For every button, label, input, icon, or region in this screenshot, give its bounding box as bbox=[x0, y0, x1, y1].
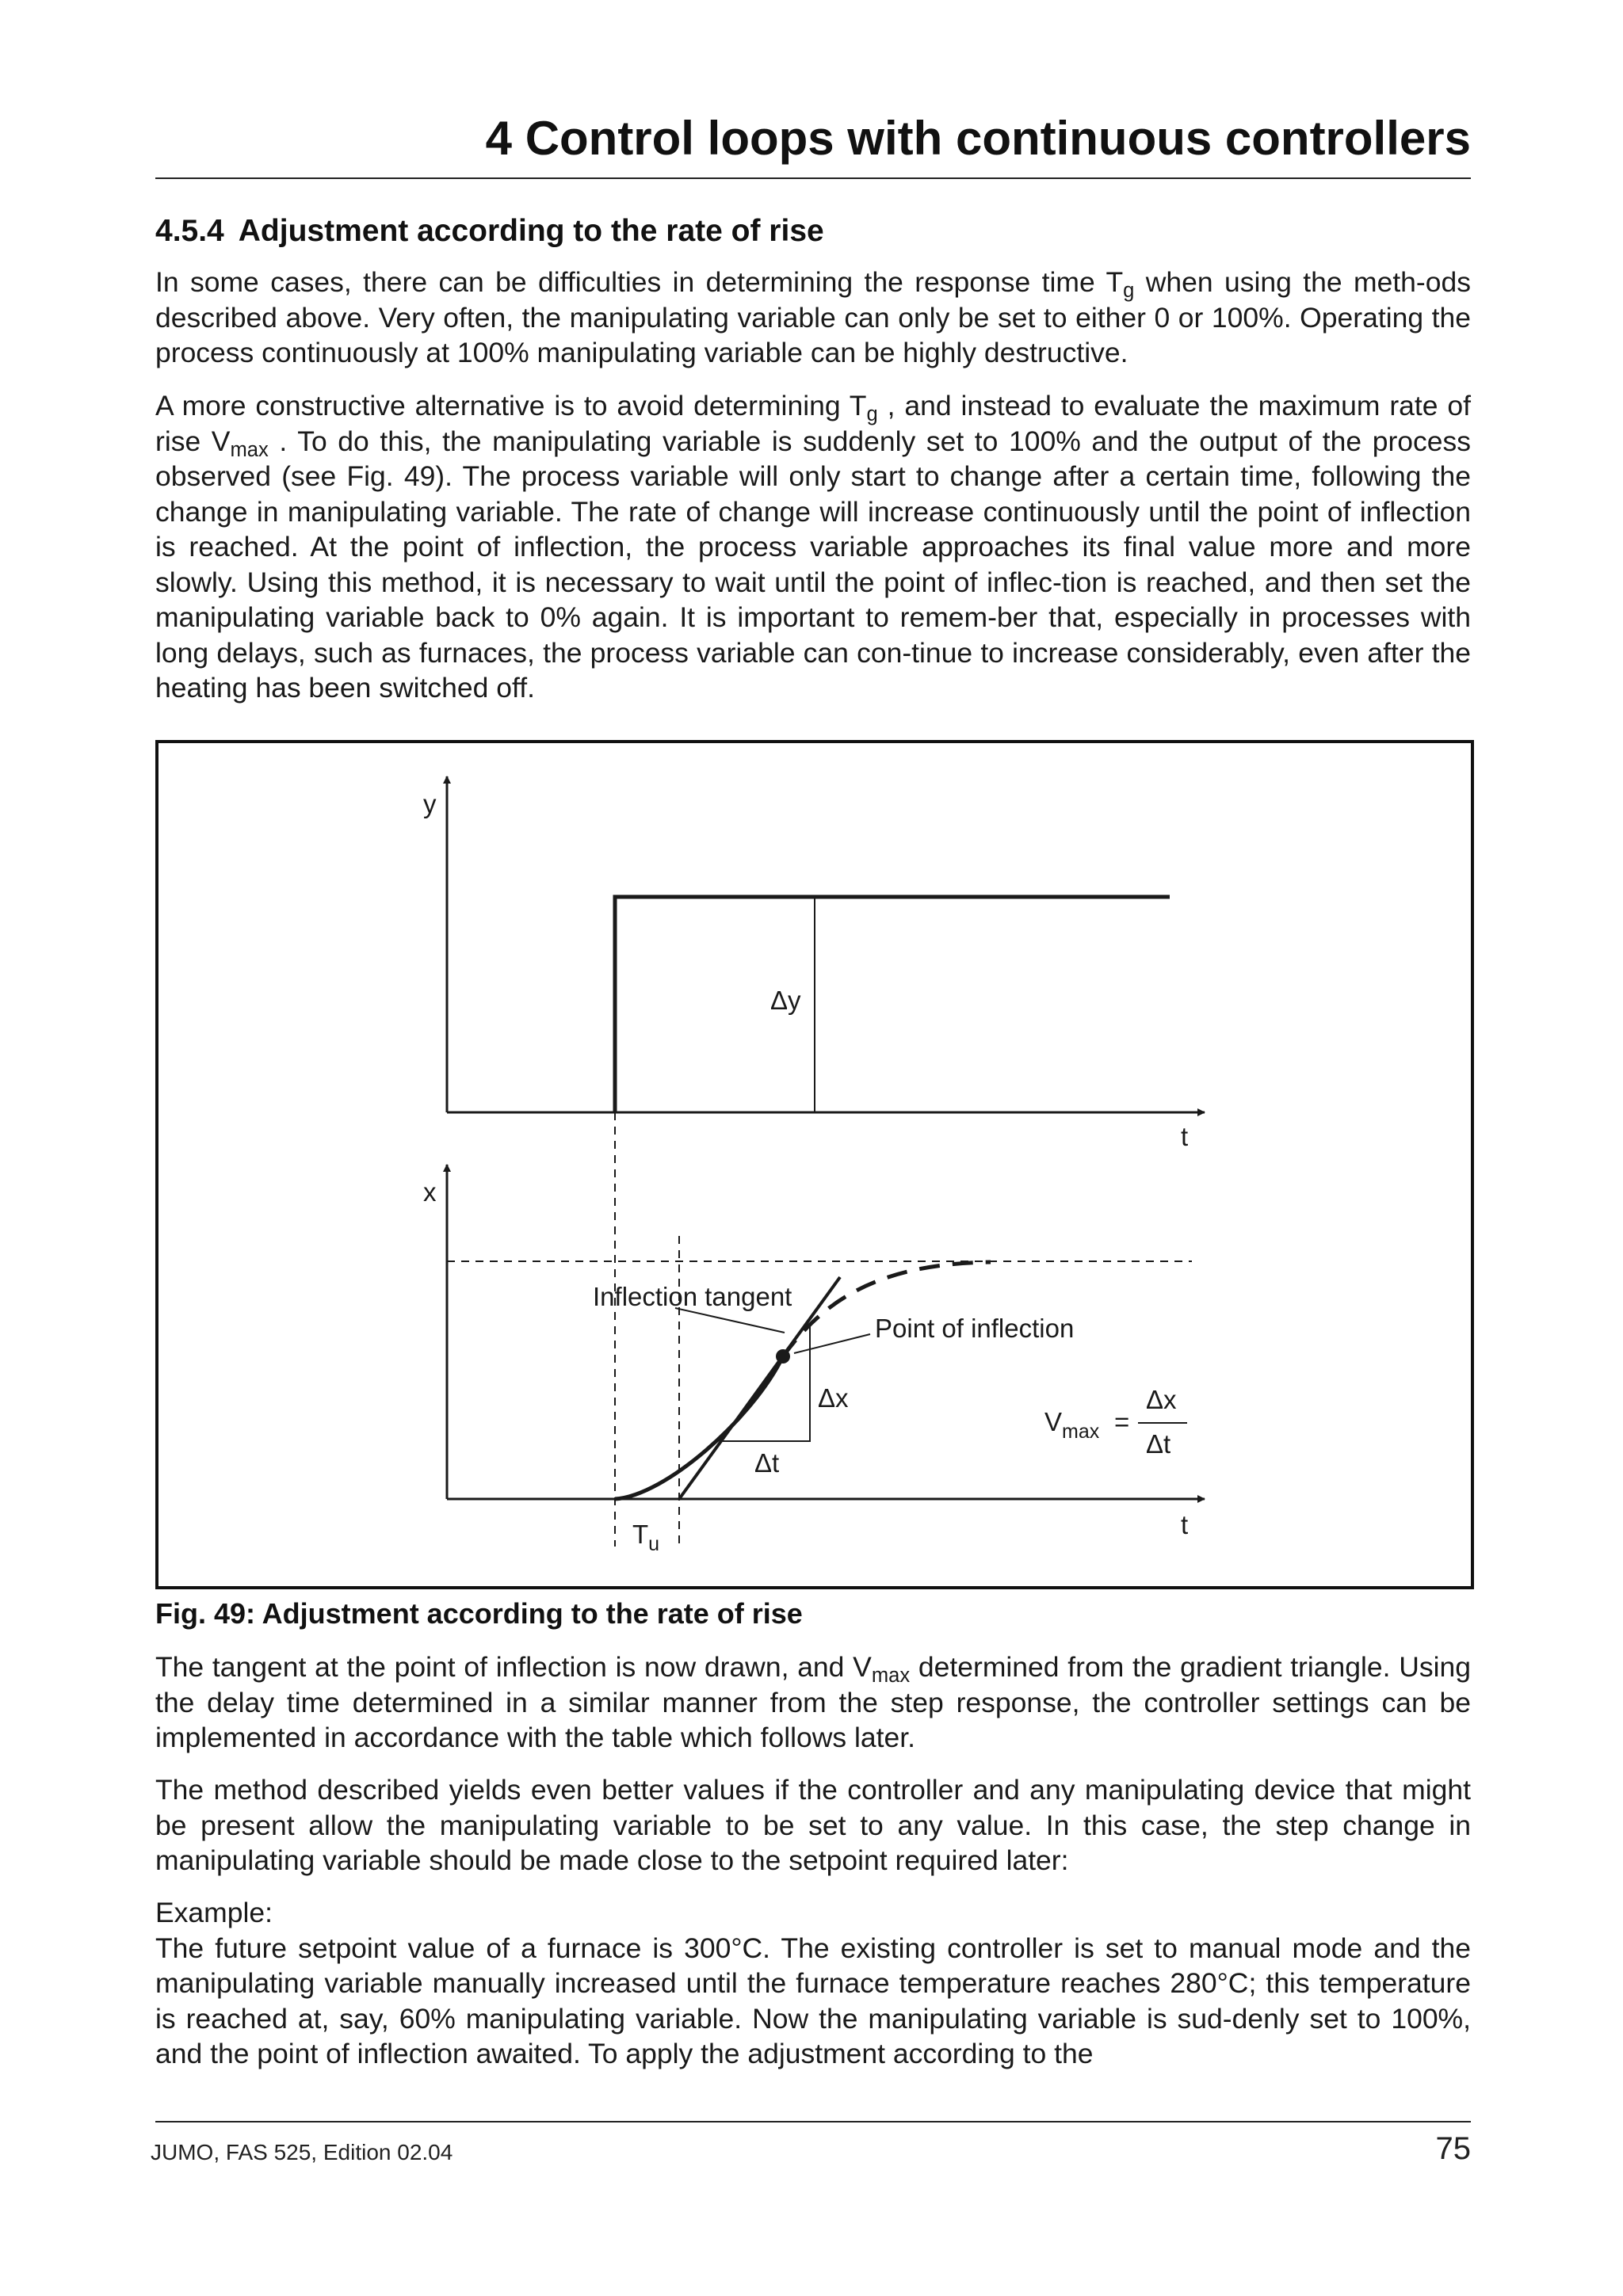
y-axis-label: y bbox=[423, 789, 437, 818]
t-label-bottom: t bbox=[1181, 1510, 1189, 1539]
footer-edition: JUMO, FAS 525, Edition 02.04 bbox=[151, 2140, 453, 2164]
paragraph-response-time: In some cases, there can be difficulties in determining the response time $T_g$ when using the meth-ods described above. Very often, the manipulating variable can only be set to either 0 or 100%. Operating the process continuously at 100% manipulating variable can be highly destructive. bbox=[155, 266, 1471, 368]
inflection-point-marker bbox=[776, 1349, 790, 1363]
paragraph-tangent: The tangent at the point of inflection is now drawn, and $V_{max}$ determined from the gradient triangle. Using the delay time determined in a similar manner from the step response, the controller settings can be implemented in accordance with the table which follows later. bbox=[155, 1651, 1472, 1753]
page-number: 75 bbox=[1435, 2131, 1471, 2166]
tu-label: $T_u$ bbox=[632, 1520, 660, 1555]
vmax-equals: = bbox=[1114, 1407, 1130, 1436]
chapter-title: 4 Control loops with continuous controllers bbox=[485, 112, 1471, 165]
delta-x-label: Δx bbox=[818, 1383, 849, 1413]
step-signal bbox=[615, 897, 1170, 1112]
vmax-denominator: Δt bbox=[1146, 1429, 1171, 1459]
figure-caption: Fig. 49: Adjustment according to the rate of rise bbox=[155, 1597, 803, 1630]
vmax-numerator: Δx bbox=[1146, 1385, 1177, 1414]
delta-y-label: Δy bbox=[770, 986, 801, 1015]
paragraph-method: The method described yields even better values if the controller and any manipulating device that might be present allow the manipulating variable to be set to any value. In this case, the step change in manipulating variable should be made close to the setpoint required later: bbox=[155, 1774, 1471, 1876]
x-axis-label: x bbox=[423, 1177, 437, 1207]
paragraph-rate-of-rise: A more constructive alternative is to avoid determining $T_g$ , and instead to evaluate the maximum rate of rise $V_{max}$ . To do this, the manipulating variable is suddenly set to 100% and the output of the process observed (see Fig. 49). The process variable will only start to change after a certain time, following the change in manipulating variable. The rate of change will increase continuously until the point of inflection is reached. At the point of inflection, the process variable approaches its final value more and more slowly. Using this method, it is necessary to wait until the point of inflec-tion is reached, and then set the manipulating variable back to 0% again. It is important to remem-ber that, especially in processes with long delays, such as furnaces, the process variable can con-tinue to increase considerably, even after the heating has been switched off. bbox=[155, 390, 1472, 704]
inflection-point-leader bbox=[794, 1334, 870, 1353]
example-label: Example: bbox=[155, 1897, 273, 1928]
section-number: 4.5.4 bbox=[155, 214, 224, 248]
inflection-tangent-leader bbox=[675, 1308, 785, 1333]
figure-49 bbox=[155, 740, 1474, 1589]
vmax-label: $V_{max}$ bbox=[1044, 1407, 1100, 1443]
footer-rule bbox=[155, 2121, 1471, 2122]
t-label-top: t bbox=[1181, 1122, 1189, 1151]
delta-t-label: Δt bbox=[754, 1448, 780, 1478]
section-title: Adjustment according to the rate of rise bbox=[238, 214, 824, 248]
step-response-curve bbox=[615, 1356, 783, 1499]
inflection-tangent-label: Inflection tangent bbox=[593, 1282, 792, 1311]
paragraph-example: Example: The future setpoint value of a furnace is 300°C. The existing controller is set to manual mode and the manipulating variable manually increased until the furnace temperature reaches 280°C; this temperature is reached at, say, 60% manipulating variable. Now the manipulating variable is sud-denly set to 100%, and the point of inflection awaited. To apply the adjustment according to the bbox=[155, 1897, 1471, 2069]
point-of-inflection-label: Point of inflection bbox=[875, 1314, 1075, 1343]
